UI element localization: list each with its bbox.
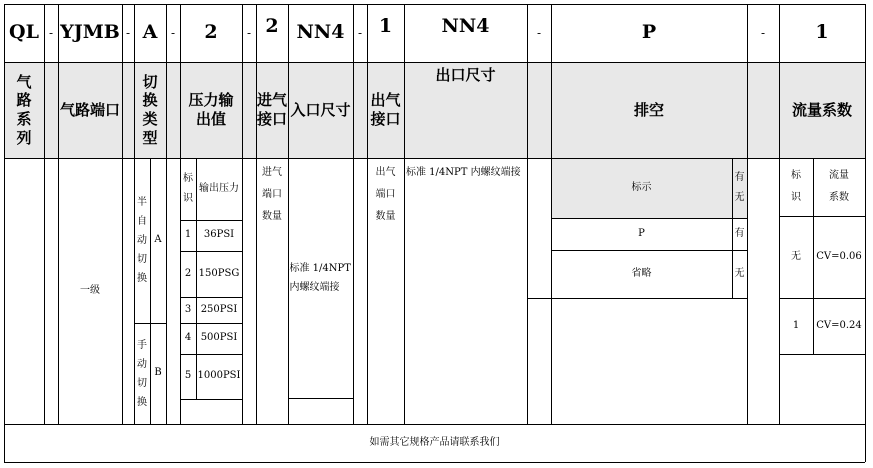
grid-line [404,4,405,424]
grid-line [256,4,257,424]
port-value: 一级 [80,284,100,296]
code-dash: - [125,25,131,40]
code-pressure: 2 [204,21,218,44]
code-outlet-size: NN4 [441,15,490,38]
grid-line [180,251,242,252]
header-spacer [747,62,779,158]
grid-line [353,4,354,424]
code-inlet-port: 2 [265,15,279,38]
grid-line [134,323,166,324]
grid-line [813,158,814,354]
header-spacer [122,62,134,158]
header-outlet-port: 出气接口 [367,62,404,158]
grid-line [166,4,167,424]
grid-line [242,4,243,424]
flow-row-value: CV=0.06 [816,250,862,262]
grid-line [779,216,865,217]
pressure-col-value: 输出压力 [199,183,239,194]
grid-line [288,398,353,399]
code-dash: - [357,25,363,40]
grid-line [527,298,747,299]
grid-line [779,298,865,299]
code-series: QL [9,21,39,44]
inlet-port-desc: 进气端口数量 [262,167,282,222]
drain-header-value: 有无 [732,158,747,218]
footer-note: 如需其它规格产品请联系我们 [369,436,500,448]
outlet-size-desc: 标准 1/4NPT 内螺纹端接 [406,166,521,178]
pressure-row-code: 4 [184,332,192,344]
flow-row-code: 无 [791,250,801,262]
grid-line [779,354,865,355]
header-drain: 排空 [551,62,747,158]
header-outlet-size: 出口尺寸 [404,62,527,158]
flow-col-code: 标识 [791,170,801,203]
drain-row-label: P [638,227,645,239]
grid-line [180,399,242,400]
pressure-row-value: 500PSI [200,332,238,344]
pressure-row-value: 36PSI [203,229,235,241]
grid-line [196,158,197,399]
code-dash: - [170,25,176,40]
pressure-col-code: 标识 [183,173,193,204]
header-spacer [44,62,58,158]
grid-line [58,4,59,424]
pressure-row-value: 250PSI [200,303,238,315]
header-spacer [527,62,551,158]
grid-line [180,4,181,424]
grid-line [527,4,528,424]
header-spacer [353,62,367,158]
header-flow: 流量系数 [779,62,865,158]
header-pressure: 压力输出值 [180,62,242,158]
switch-type-desc: 手动切换 [137,339,147,408]
switch-type-desc: 半自动切换 [137,197,147,284]
pressure-row-code: 3 [184,303,192,315]
header-inlet-port: 进气接口 [256,62,288,158]
code-port: YJMB [60,21,120,44]
code-inlet-size: NN4 [296,21,345,44]
grid-line [4,462,865,463]
switch-type-code: B [154,367,162,379]
header-switch: 切换类型 [134,62,166,158]
header-inlet-size: 入口尺寸 [288,62,353,158]
outlet-port-desc: 出气端口数量 [375,167,396,222]
pressure-row-value: 1000PSI [197,370,241,382]
code-switch: A [142,21,158,44]
drain-row-value: 无 [734,267,745,279]
grid-line [122,4,123,424]
grid-line [180,323,242,324]
grid-line [4,424,865,425]
switch-type-code: A [154,234,162,246]
grid-line [551,250,747,251]
grid-line [779,4,780,424]
grid-line [180,354,242,355]
header-spacer [166,62,180,158]
code-dash: - [536,25,542,40]
grid-line [150,158,151,424]
code-dash: - [48,25,54,40]
code-drain: P [641,21,657,44]
grid-line [4,4,5,462]
grid-line [288,4,289,424]
drain-row-label: 省略 [631,267,652,279]
grid-line [747,4,748,424]
grid-line [732,158,733,298]
grid-line [551,218,747,219]
drain-row-value: 有 [734,227,745,239]
grid-line [44,4,45,424]
grid-line [367,4,368,424]
inlet-size-desc: 标准 1/4NPT 内螺纹端接 [289,263,351,293]
code-dash: - [246,25,252,40]
code-flow: 1 [815,21,829,44]
drain-header-label: 标示 [551,158,732,218]
flow-row-code: 1 [792,319,800,331]
grid-line [865,4,866,462]
header-port: 气路端口 [58,62,122,158]
grid-line [180,297,242,298]
flow-col-value: 流量系数 [829,170,849,203]
pressure-row-code: 1 [184,229,192,241]
grid-line [134,4,135,424]
pressure-row-value: 150PSG [198,267,240,279]
header-spacer [242,62,256,158]
pressure-row-code: 5 [184,370,192,382]
grid-line [180,220,242,221]
code-outlet-port: 1 [378,15,393,38]
pressure-row-code: 2 [184,267,192,279]
grid-line [551,4,552,424]
flow-row-value: CV=0.24 [816,319,862,331]
code-dash: - [760,25,766,40]
header-series: 气路系列 [4,62,44,158]
